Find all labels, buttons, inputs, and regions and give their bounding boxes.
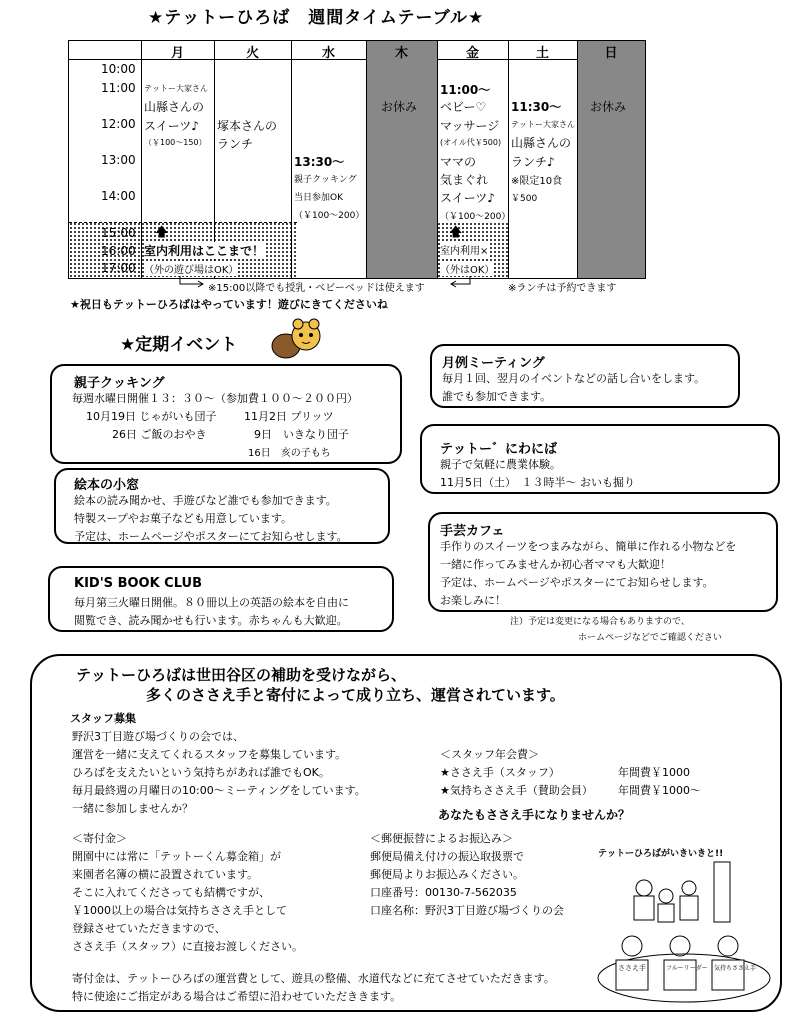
events-note: ホームページなどでご確認ください	[578, 633, 722, 643]
staff-text: 野沢3丁目遊び場づくりの会では、	[72, 730, 244, 743]
fri-line: スイーツ♪	[440, 191, 495, 205]
mon-bottom-line: （外の遊び場はOK）	[144, 261, 238, 276]
sat-line: ※限定10食	[511, 176, 563, 187]
timetable	[68, 40, 646, 279]
fri-bottom-line: 室内利用×	[440, 242, 488, 257]
timetable-note: ※ランチは予約できます	[508, 283, 617, 294]
staff-text: ひろばを支えたいという気持ちがあれば誰でもOK。	[72, 766, 330, 779]
event-text: 毎月第三火曜日開催。８０冊以上の英語の絵本を自由に	[74, 596, 349, 609]
staff-text: 運営を一緒に支えてくれるスタッフを募集しています。	[72, 748, 347, 761]
event-text: 9日 いきなり団子	[254, 428, 349, 441]
event-text: 絵本の読み聞かせ、手遊びなど誰でも参加できます。	[74, 494, 337, 507]
support-section	[30, 654, 782, 1012]
tue-line: ランチ	[217, 137, 254, 151]
fri-line: マッサージ	[440, 119, 500, 133]
event-text: お楽しみに！	[440, 594, 506, 607]
fee-row: ★ささえ手（スタッフ）	[440, 766, 560, 779]
fri-price: （￥100～200）	[440, 212, 511, 222]
up-arrow-icon: 🡅	[155, 225, 169, 240]
event-text: 11月2日 プリッツ	[244, 410, 334, 423]
mon-line: スイーツ♪	[144, 119, 199, 133]
event-text: 一緒に作ってみませんか初心者ママも大歓迎！	[440, 558, 671, 571]
sat-price: ￥500	[511, 194, 538, 204]
time-label: 14:00	[101, 189, 136, 203]
thu-closed: お休み	[381, 100, 418, 114]
wed-price: （￥100～200）	[294, 211, 365, 221]
time-label: 16:00	[101, 244, 136, 258]
event-title: 月例ミーティング	[442, 356, 545, 371]
fri-line: ベビー♡	[440, 100, 487, 114]
timetable-title: ★テットーひろば 週間タイムテーブル★	[148, 8, 485, 28]
thursday-column	[366, 41, 437, 278]
day-mon: 月	[170, 46, 184, 61]
event-cafe	[428, 512, 778, 612]
event-ehon	[54, 468, 390, 544]
event-text: 11月5日（土） １３時半～ おいも掘り	[440, 476, 635, 489]
sat-time: 11:30～	[511, 100, 562, 114]
support-heading: 多くのささえ手と寄付によって成り立ち、運営されています。	[146, 686, 565, 704]
mon-line: 山縣さんの	[144, 100, 205, 114]
sunday-column	[577, 41, 645, 278]
day-thu: 木	[394, 46, 408, 61]
donation-text: 開園中には常に「テットーくん募金箱」が	[72, 850, 281, 863]
day-tue: 火	[245, 46, 259, 61]
sun-closed: お休み	[590, 100, 627, 114]
time-label: 12:00	[101, 117, 136, 131]
event-title: 絵本の小窓	[74, 478, 140, 493]
sat-line: 山縣さんの	[511, 136, 572, 150]
events-note: 注）予定は変更になる場合もありますので、	[510, 617, 690, 627]
illustration-caption: テットーひろばがいきいきと!!	[598, 849, 724, 859]
event-meeting	[430, 344, 740, 408]
events-title: ★定期イベント	[120, 335, 238, 355]
time-label: 17:00	[101, 261, 136, 275]
event-title: KID'S BOOK CLUB	[74, 576, 203, 591]
event-text: 手作りのスイーツをつまみながら、簡単に作れる小物などを	[440, 540, 737, 553]
event-title: 手芸カフェ	[440, 524, 505, 539]
timetable-note: ※15:00以降でも授乳・ベビーベッドは使えます	[208, 283, 425, 294]
fri-bottom-line: （外はOK）	[440, 261, 494, 276]
staff-text: 毎月最終週の月曜日の10:00～ミーティングをしています。	[72, 784, 366, 797]
illustration-tag: フルーリーダー	[666, 965, 708, 972]
fee-value: 年間費￥1000	[618, 766, 690, 779]
day-wed: 水	[321, 46, 335, 61]
donation-text: 登録させていただきますので、	[72, 922, 226, 935]
wed-line: 当日参加OK	[294, 193, 343, 203]
donation-title: ＜寄付金＞	[72, 832, 127, 845]
event-cooking	[50, 364, 402, 464]
mon-host: テットー大家さん	[144, 84, 208, 93]
wed-time: 13:30～	[294, 155, 345, 169]
postal-title: ＜郵便振替によるお振込み＞	[370, 832, 513, 845]
staff-title: スタッフ募集	[70, 712, 136, 725]
illustration-tag: ささえ手	[618, 964, 646, 972]
event-kids-book-club	[48, 566, 394, 632]
support-cta: あなたもささえ手になりませんか？	[438, 808, 631, 822]
footer-text: 寄付金は、テットーひろばの運営費として、遊具の整備、水道代などに充てさせていただきます。	[72, 972, 555, 985]
day-sun: 日	[604, 46, 618, 61]
event-title: 親子クッキング	[74, 376, 165, 391]
tue-line: 塚本さんの	[217, 119, 278, 133]
event-text: 10月19日 じゃがいも団子	[86, 410, 217, 423]
people-illustration-icon	[594, 858, 774, 1004]
donation-text: ￥1000以上の場合は気持ちささえ手として	[72, 904, 287, 917]
staff-text: 一緒に参加しませんか？	[72, 802, 193, 815]
day-fri: 金	[465, 46, 479, 61]
postal-text: 郵便局よりお振込みください。	[370, 868, 524, 881]
time-label: 11:00	[101, 81, 136, 95]
event-text: 特製スープやお菓子なども用意しています。	[74, 512, 293, 525]
fri-line: 気まぐれ	[440, 173, 489, 187]
event-niwa	[420, 424, 780, 494]
up-arrow-icon: 🡅	[449, 225, 463, 240]
holiday-note: ★祝日もテットーひろばはやっています！遊びにきてくださいね	[70, 298, 388, 311]
supporters-illustration	[594, 846, 774, 1006]
wed-line: 親子クッキング	[294, 175, 357, 185]
event-text: 親子で気軽に農業体験。	[440, 458, 561, 471]
event-text: 閲覧でき、読み聞かせも行います。赤ちゃんも大歓迎。	[74, 614, 348, 627]
event-text: 誰でも参加できます。	[442, 390, 552, 403]
donation-text: 来園者名簿の横に設置されています。	[72, 868, 259, 881]
illustration-tag: 気持ちささえ手	[714, 965, 757, 972]
event-text: 毎月１回、翌月のイベントなどの話し合いをします。	[442, 372, 706, 385]
fri-oil: (オイル代￥500)	[440, 138, 502, 147]
support-heading: テットーひろばは世田谷区の補助を受けながら、	[76, 666, 407, 684]
fri-time: 11:00～	[440, 83, 491, 97]
mon-bottom-line: 室内利用はここまで！	[144, 244, 265, 258]
event-text: 16日 亥の子もち	[248, 448, 331, 459]
time-label: 13:00	[101, 153, 136, 167]
donation-text: そこに入れてくださっても結構ですが、	[72, 886, 270, 899]
event-text: 予定は、ホームページやポスターにてお知らせします。	[440, 576, 714, 589]
fri-line: ママの	[440, 155, 477, 169]
time-label: 15:00	[101, 226, 136, 240]
event-title: テットー゛にわにば	[440, 442, 558, 457]
mon-price: （￥100～150）	[144, 138, 207, 147]
event-text: 26日 ご飯のおやき	[112, 428, 207, 441]
time-label: 10:00	[101, 62, 136, 76]
footer-text: 特に使途にご指定がある場合はご希望に沿わせていただききます。	[72, 990, 402, 1003]
squirrel-mascot-icon	[270, 316, 326, 360]
donation-text: ささえ手（スタッフ）に直接お渡しください。	[72, 940, 303, 953]
postal-text: 郵便局備え付けの振込取扱票で	[370, 850, 524, 863]
day-sat: 土	[535, 46, 549, 61]
event-text: 毎週水曜日開催１３：３０～（参加費１００～２００円）	[72, 392, 358, 405]
sat-host: テットー大家さん	[511, 120, 575, 129]
postal-text: 口座番号：00130-7-562035	[370, 886, 517, 899]
fee-value: 年間費￥1000～	[618, 784, 701, 797]
postal-text: 口座名称：野沢3丁目遊び場づくりの会	[370, 904, 564, 917]
fee-title: ＜スタッフ年会費＞	[440, 748, 539, 761]
sat-line: ランチ♪	[511, 155, 555, 169]
event-text: 予定は、ホームページやポスターにてお知らせします。	[74, 530, 348, 543]
fee-row: ★気持ちささえ手（賛助会員）	[440, 784, 593, 797]
